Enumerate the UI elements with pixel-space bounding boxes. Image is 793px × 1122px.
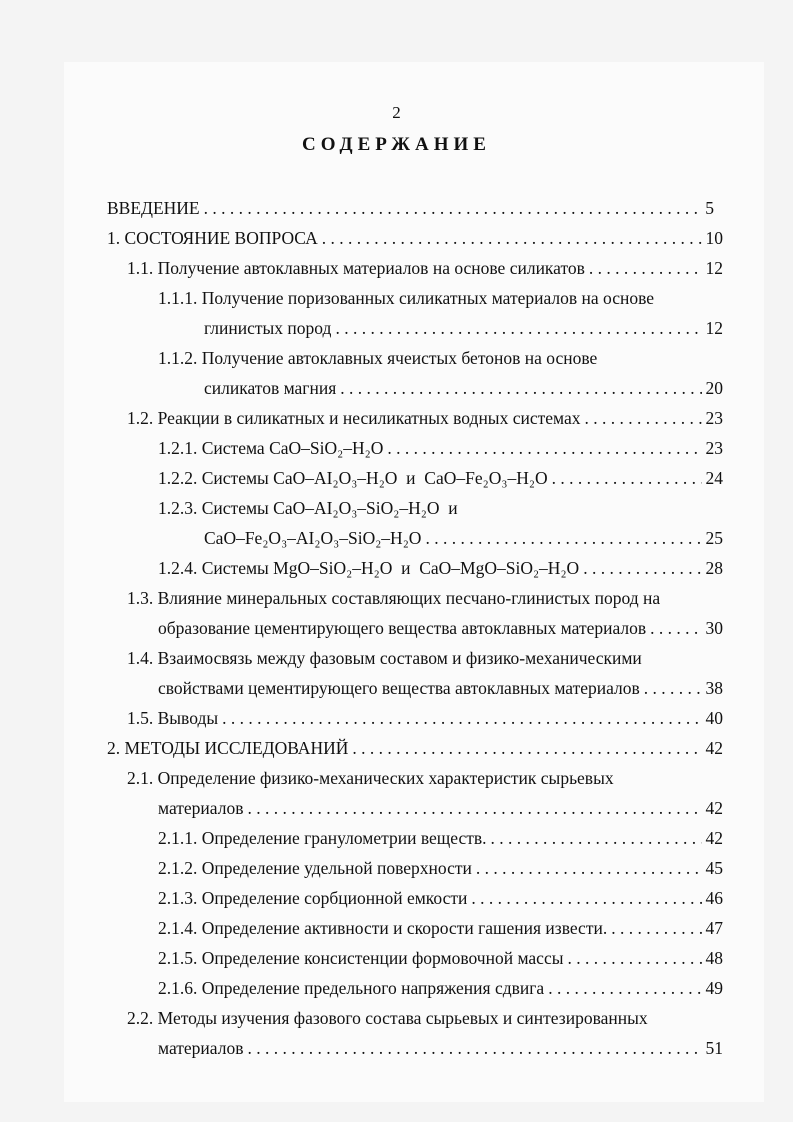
toc-entry-title: материалов bbox=[158, 798, 244, 818]
toc-entry[interactable] bbox=[158, 283, 654, 313]
toc-entry[interactable] bbox=[127, 1003, 648, 1033]
toc-entry-page: 24 bbox=[705, 468, 723, 488]
page-title: СОДЕРЖАНИЕ bbox=[302, 134, 491, 155]
toc-entry-title: 2.1.5. Определение консистенции формовочной массы bbox=[158, 948, 564, 968]
toc-entry-page: 23 bbox=[705, 408, 723, 428]
toc-entry-page: 42 bbox=[705, 828, 723, 848]
toc-entry[interactable] bbox=[127, 403, 723, 433]
toc-entry-title: 1. СОСТОЯНИЕ ВОПРОСА bbox=[107, 228, 318, 248]
toc-entry-page: 51 bbox=[705, 1038, 723, 1058]
toc-entry-title: 2.1.2. Определение удельной поверхности bbox=[158, 858, 472, 878]
toc-entry[interactable] bbox=[158, 553, 723, 583]
toc-entry-title: 1.1. Получение автоклавных материалов на основе силикатов bbox=[127, 258, 585, 278]
toc-entry[interactable] bbox=[127, 583, 660, 613]
toc-entry-continuation[interactable] bbox=[204, 523, 723, 553]
toc-entry-title: 1.1.1. Получение поризованных силикатных материалов на основе bbox=[158, 288, 655, 308]
toc-entry-page: 45 bbox=[705, 858, 723, 878]
toc-entry-title: 1.3. Влияние минеральных составляющих песчано-глинистых пород на bbox=[127, 588, 661, 608]
toc-entry-page: 47 bbox=[705, 918, 723, 938]
toc-entry-page: 20 bbox=[705, 378, 723, 398]
toc-entry-continuation[interactable] bbox=[158, 613, 723, 643]
toc-entry[interactable] bbox=[158, 493, 458, 523]
toc-entry[interactable] bbox=[127, 643, 642, 673]
toc-entry-page: 25 bbox=[705, 528, 723, 548]
toc-entry-title: 2.1.1. Определение гранулометрии веществ. bbox=[158, 828, 487, 848]
toc-entry-page: 30 bbox=[705, 618, 723, 638]
toc-entry-page: 23 bbox=[705, 438, 723, 458]
toc-entry-page: 12 bbox=[705, 258, 723, 278]
toc-entry[interactable] bbox=[158, 433, 723, 463]
toc-entry[interactable] bbox=[158, 823, 723, 853]
toc-entry-continuation[interactable] bbox=[158, 1033, 723, 1063]
toc-entry-page: 48 bbox=[705, 948, 723, 968]
toc-entry-page: 38 bbox=[705, 678, 723, 698]
toc-entry-title: свойствами цементирующего вещества автоклавных материалов bbox=[158, 678, 640, 698]
toc-entry[interactable] bbox=[158, 913, 723, 943]
toc-entry-title: 1.4. Взаимосвязь между фазовым составом и физико-механическими bbox=[127, 648, 642, 668]
toc-entry-page: 46 bbox=[705, 888, 723, 908]
toc-entry-title: образование цементирующего вещества автоклавных материалов bbox=[158, 618, 647, 638]
toc-entry-title: 1.2.4. Системы MgO–SiO₂–H₂O и CaO–MgO–SiO₂–H₂O bbox=[158, 558, 580, 578]
toc-entry-title: 2. МЕТОДЫ ИССЛЕДОВАНИЙ bbox=[107, 738, 349, 758]
toc-entry-title: 2.1.4. Определение активности и скорости гашения извести. bbox=[158, 918, 608, 938]
toc-entry-page: 5 bbox=[705, 198, 714, 218]
toc-entry-continuation[interactable] bbox=[158, 673, 723, 703]
toc-entry-title: ВВЕДЕНИЕ bbox=[107, 198, 200, 218]
toc-entry-title: силикатов магния bbox=[204, 378, 337, 398]
toc-entry[interactable] bbox=[158, 943, 723, 973]
toc-entry-page: 42 bbox=[705, 798, 723, 818]
toc-entry-page: 49 bbox=[705, 978, 723, 998]
toc-entry[interactable] bbox=[107, 733, 723, 763]
toc-entry[interactable] bbox=[107, 193, 714, 223]
toc-entry-page: 10 bbox=[705, 228, 723, 248]
toc-entry-title: 2.1.3. Определение сорбционной емкости bbox=[158, 888, 468, 908]
page-number: 2 bbox=[392, 103, 401, 122]
toc-entry-title: 1.1.2. Получение автоклавных ячеистых бетонов на основе bbox=[158, 348, 598, 368]
toc-entry-continuation[interactable] bbox=[204, 373, 723, 403]
toc-entry[interactable] bbox=[107, 223, 723, 253]
toc-entry-title: 2.2. Методы изучения фазового состава сырьевых и синтезированных bbox=[127, 1008, 648, 1028]
toc-entry-page: 42 bbox=[705, 738, 723, 758]
toc-entry[interactable] bbox=[127, 253, 723, 283]
toc-entry-continuation[interactable] bbox=[204, 313, 723, 343]
toc-entry[interactable] bbox=[158, 463, 723, 493]
toc-entry-continuation[interactable] bbox=[158, 793, 723, 823]
toc-entry-page: 12 bbox=[705, 318, 723, 338]
toc-entry[interactable] bbox=[127, 763, 614, 793]
toc-entry-title: 1.2. Реакции в силикатных и несиликатных водных системах bbox=[127, 408, 581, 428]
toc-entry[interactable] bbox=[158, 853, 723, 883]
toc-entry-title: 1.2.3. Системы CaO–AI₂O₃–SiO₂–H₂O и bbox=[158, 498, 458, 518]
toc-entry-page: 28 bbox=[705, 558, 723, 578]
toc-entry-title: 2.1. Определение физико-механических характеристик сырьевых bbox=[127, 768, 614, 788]
toc-entry-title: 1.2.1. Система CaO–SiO₂–H₂O bbox=[158, 438, 384, 458]
toc-entry[interactable] bbox=[158, 973, 723, 1003]
toc-entry-title: CaO–Fe₂O₃–AI₂O₃–SiO₂–H₂O bbox=[204, 528, 422, 548]
toc-entry[interactable] bbox=[127, 703, 723, 733]
toc-entry-title: материалов bbox=[158, 1038, 244, 1058]
toc-entry-title: 1.2.2. Системы CaO–AI₂O₃–H₂O и CaO–Fe₂O₃–H₂O bbox=[158, 468, 548, 488]
toc-entry-title: глинистых пород bbox=[204, 318, 332, 338]
toc-entry-title: 1.5. Выводы bbox=[127, 708, 219, 728]
toc-entry[interactable] bbox=[158, 883, 723, 913]
toc-entry-page: 40 bbox=[705, 708, 723, 728]
toc-entry[interactable] bbox=[158, 343, 597, 373]
toc-entry-title: 2.1.6. Определение предельного напряжения сдвига bbox=[158, 978, 545, 998]
